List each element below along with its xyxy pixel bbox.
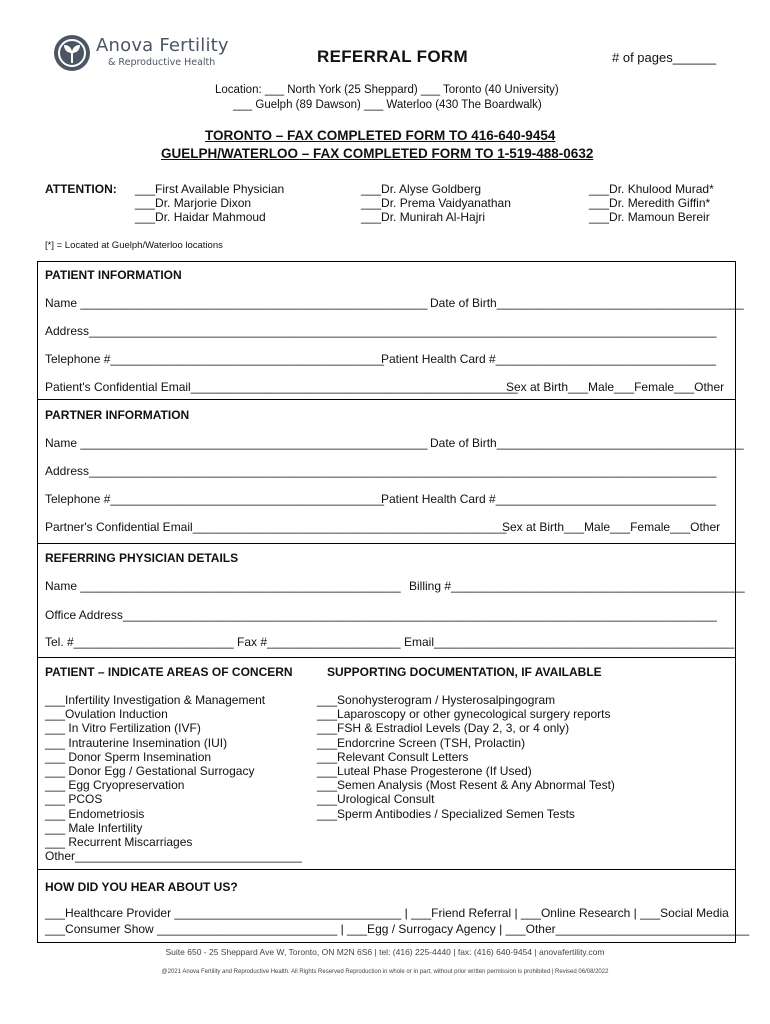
concern-option[interactable]: ___ PCOS	[45, 792, 103, 807]
concern-option[interactable]: ___ In Vitro Fertilization (IVF)	[45, 721, 201, 736]
referral-source-section	[37, 869, 750, 943]
referral-source-line-2[interactable]: ___Consumer Show ___________________________ | ___Egg / Surrogacy Agency | ___Other_____________________________	[45, 922, 750, 936]
concern-title: PATIENT – INDICATE AREAS OF CONCERN	[45, 665, 293, 679]
concern-option[interactable]: ___ Donor Sperm Insemination	[45, 749, 212, 764]
patient-sex-field[interactable]: Sex at Birth___Male___Female___Other	[506, 380, 725, 394]
patient-address-field[interactable]: Address______________________________________________________________________________________________	[45, 324, 717, 338]
section-title: PATIENT INFORMATION	[45, 268, 182, 282]
physician-email-field[interactable]: Email_____________________________________________	[404, 635, 735, 649]
documentation-option[interactable]: ___Urological Consult	[317, 792, 435, 807]
concern-option[interactable]: ___Infertility Investigation & Management	[45, 693, 266, 707]
office-address-field[interactable]: Office Address_________________________________________________________________________________________	[45, 608, 717, 622]
location-line-1[interactable]: Location: ___ North York (25 Sheppard) ___ Toronto (40 University)	[215, 84, 559, 96]
documentation-list	[317, 693, 615, 821]
footer-copyright: @2021 Anova Fertility and Reproductive Health. All Rights Reserved Reproduction in whole or in part, without prior written permission is prohibited | Revised 06/08/2022	[161, 969, 609, 975]
fax-toronto: TORONTO – FAX COMPLETED FORM TO 416-640-9454	[205, 128, 556, 143]
concern-option[interactable]: ___ Male Infertility	[45, 820, 143, 835]
fax-guelph: GUELPH/WATERLOO – FAX COMPLETED FORM TO 1-519-488-0632	[161, 146, 594, 161]
section-title: REFERRING PHYSICIAN DETAILS	[45, 551, 239, 565]
guelph-location-note: [*] = Located at Guelph/Waterloo locations	[45, 240, 223, 251]
attention-label: ATTENTION:	[45, 182, 117, 196]
concern-option[interactable]: ___ Egg Cryopreservation	[45, 778, 185, 793]
referral-source-line-1[interactable]: ___Healthcare Provider __________________________________ | ___Friend Referral | ___Online Research | ___Social Media	[45, 906, 729, 920]
attention-col-3	[589, 182, 714, 225]
physician-option[interactable]: ___Dr. Alyse Goldberg	[361, 182, 482, 196]
concern-option[interactable]: ___ Endometriosis	[45, 806, 145, 821]
location-line-2[interactable]: ___ Guelph (89 Dawson) ___ Waterloo (430 The Boardwalk)	[233, 99, 542, 111]
partner-health-card-field[interactable]: Patient Health Card #_________________________________	[381, 492, 716, 506]
physician-option[interactable]: ___Dr. Munirah Al-Hajri	[361, 210, 486, 225]
partner-information-section	[37, 399, 744, 544]
brand-name: Anova Fertility	[96, 35, 229, 56]
documentation-option[interactable]: ___Endorcrine Screen (TSH, Prolactin)	[317, 735, 526, 750]
physician-option[interactable]: ___First Available Physician	[135, 182, 285, 196]
documentation-option[interactable]: ___Sperm Antibodies / Specialized Semen Tests	[317, 806, 575, 821]
physician-option[interactable]: ___Dr. Prema Vaidyanathan	[361, 196, 511, 211]
attention-col-1	[135, 182, 284, 225]
physician-option[interactable]: ___Dr. Haidar Mahmoud	[135, 210, 266, 225]
patient-dob-field[interactable]: Date of Birth_____________________________________	[430, 296, 744, 310]
partner-telephone-field[interactable]: Telephone #_________________________________________	[45, 492, 385, 506]
documentation-option[interactable]: ___Relevant Consult Letters	[317, 749, 469, 764]
patient-information-section	[37, 261, 744, 400]
documentation-option[interactable]: ___FSH & Estradiol Levels (Day 2, 3, or 4 only)	[317, 721, 570, 736]
concern-list	[45, 693, 302, 863]
section-title: PARTNER INFORMATION	[45, 408, 190, 422]
patient-email-field[interactable]: Patient's Confidential Email_________________________________________________	[45, 380, 518, 394]
physician-name-field[interactable]: Name ________________________________________________	[45, 579, 401, 593]
patient-name-field[interactable]: Name ____________________________________________________	[45, 296, 428, 310]
documentation-option[interactable]: ___Laparoscopy or other gynecological surgery reports	[317, 707, 611, 722]
section-title: HOW DID YOU HEAR ABOUT US?	[45, 880, 238, 894]
concern-section	[37, 657, 736, 870]
partner-sex-field[interactable]: Sex at Birth___Male___Female___Other	[502, 520, 721, 534]
referring-physician-section	[37, 543, 745, 658]
documentation-option[interactable]: ___Semen Analysis (Most Resent & Any Abnormal Test)	[317, 778, 615, 793]
physician-tel-field[interactable]: Tel. #________________________	[45, 635, 234, 649]
concern-option[interactable]: ___ Donor Egg / Gestational Surrogacy	[45, 764, 255, 779]
concern-option[interactable]: ___ Intrauterine Insemination (IUI)	[45, 735, 228, 750]
physician-option[interactable]: ___Dr. Meredith Giffin*	[589, 196, 711, 211]
attention-col-2	[361, 182, 511, 225]
partner-email-field[interactable]: Partner's Confidential Email_______________________________________________	[45, 520, 507, 534]
concern-option[interactable]: ___ Recurrent Miscarriages	[45, 835, 193, 850]
documentation-option[interactable]: ___Sonohysterogram / Hysterosalpingogram	[317, 693, 556, 707]
patient-health-card-field[interactable]: Patient Health Card #_________________________________	[381, 352, 716, 366]
brand-subtitle: & Reproductive Health	[108, 57, 216, 68]
anova-logo	[52, 33, 229, 81]
sprout-logo-icon	[52, 33, 92, 73]
partner-name-field[interactable]: Name ____________________________________________________	[45, 436, 428, 450]
documentation-option[interactable]: ___Luteal Phase Progesterone (If Used)	[317, 764, 532, 779]
physician-option[interactable]: ___Dr. Mamoun Bereir	[589, 210, 710, 225]
concern-option[interactable]: ___Ovulation Induction	[45, 707, 168, 722]
form-title: REFERRAL FORM	[317, 47, 468, 66]
pages-field[interactable]: # of pages______	[612, 50, 717, 65]
concern-other-field[interactable]: Other__________________________________	[45, 849, 302, 864]
partner-address-field[interactable]: Address______________________________________________________________________________________________	[45, 464, 717, 478]
patient-telephone-field[interactable]: Telephone #_________________________________________	[45, 352, 385, 366]
physician-option[interactable]: ___Dr. Marjorie Dixon	[135, 196, 252, 211]
partner-dob-field[interactable]: Date of Birth_____________________________________	[430, 436, 744, 450]
physician-option[interactable]: ___Dr. Khulood Murad*	[589, 182, 714, 196]
physician-fax-field[interactable]: Fax #____________________	[237, 635, 401, 649]
footer-address: Suite 650 - 25 Sheppard Ave W, Toronto, ON M2N 6S6 | tel: (416) 225-4440 | fax: (416) 640-9454 | anovafertility.com	[165, 947, 605, 957]
documentation-title: SUPPORTING DOCUMENTATION, IF AVAILABLE	[327, 665, 602, 679]
physician-billing-field[interactable]: Billing #____________________________________________	[409, 579, 745, 593]
